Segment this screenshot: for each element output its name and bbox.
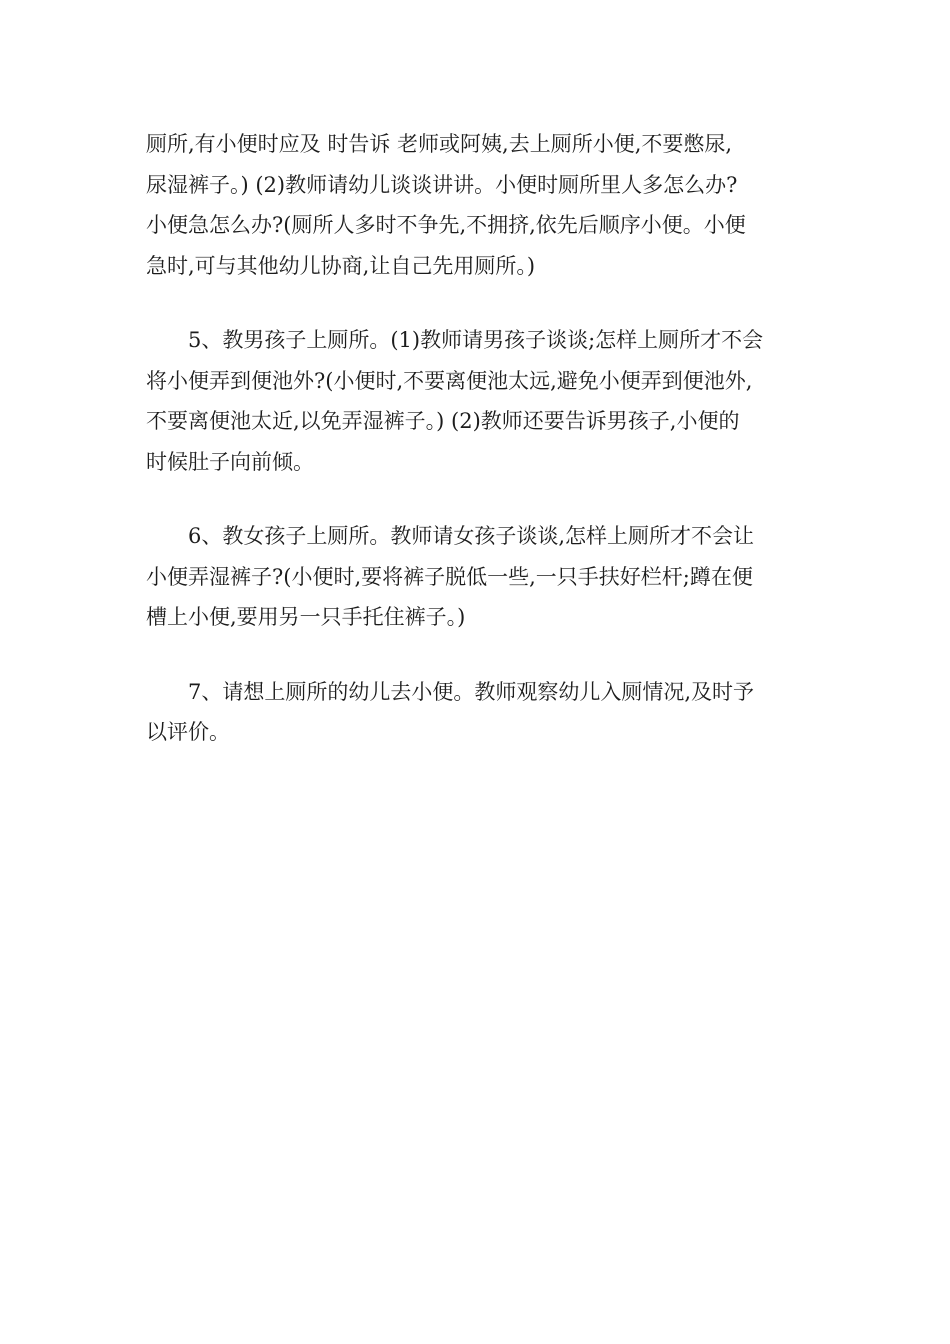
text-line: 尿湿裤子。) (2)教师请幼儿谈谈讲讲。小便时厕所里人多怎么办? bbox=[146, 172, 738, 197]
document-body bbox=[146, 124, 806, 753]
paragraph-step-7-observe bbox=[146, 672, 806, 753]
text-line: 7、请想上厕所的幼儿去小便。教师观察幼儿入厕情况,及时予 bbox=[188, 679, 755, 704]
text-line: 不要离便池太近,以免弄湿裤子。) (2)教师还要告诉男孩子,小便的 bbox=[146, 409, 740, 433]
text-line: 6、教女孩子上厕所。教师请女孩子谈谈,怎样上厕所才不会让 bbox=[188, 524, 755, 548]
text-line: 小便弄湿裤子?(小便时,要将裤子脱低一些,一只手扶好栏杆;蹲在便 bbox=[146, 564, 753, 589]
text-line: 急时,可与其他幼儿协商,让自己先用厕所。) bbox=[146, 253, 536, 278]
text-line: 5、教男孩子上厕所。(1)教师请男孩子谈谈;怎样上厕所才不会 bbox=[188, 328, 764, 352]
text-line: 小便急怎么办?(厕所人多时不争先,不拥挤,依先后顺序小便。小便 bbox=[146, 213, 746, 237]
text-line: 时候肚子向前倾。 bbox=[146, 449, 314, 474]
paragraph-step-5-boys bbox=[146, 320, 806, 482]
paragraph-step-6-girls bbox=[146, 516, 806, 638]
text-line: 厕所,有小便时应及 时告诉 老师或阿姨,去上厕所小便,不要憋尿, bbox=[146, 132, 733, 156]
paragraph-toilet-etiquette bbox=[146, 124, 806, 286]
text-line: 槽上小便,要用另一只手托住裤子。) bbox=[146, 605, 466, 629]
text-line: 将小便弄到便池外?(小便时,不要离便池太远,避免小便弄到便池外, bbox=[146, 368, 753, 393]
text-line: 以评价。 bbox=[146, 720, 230, 744]
